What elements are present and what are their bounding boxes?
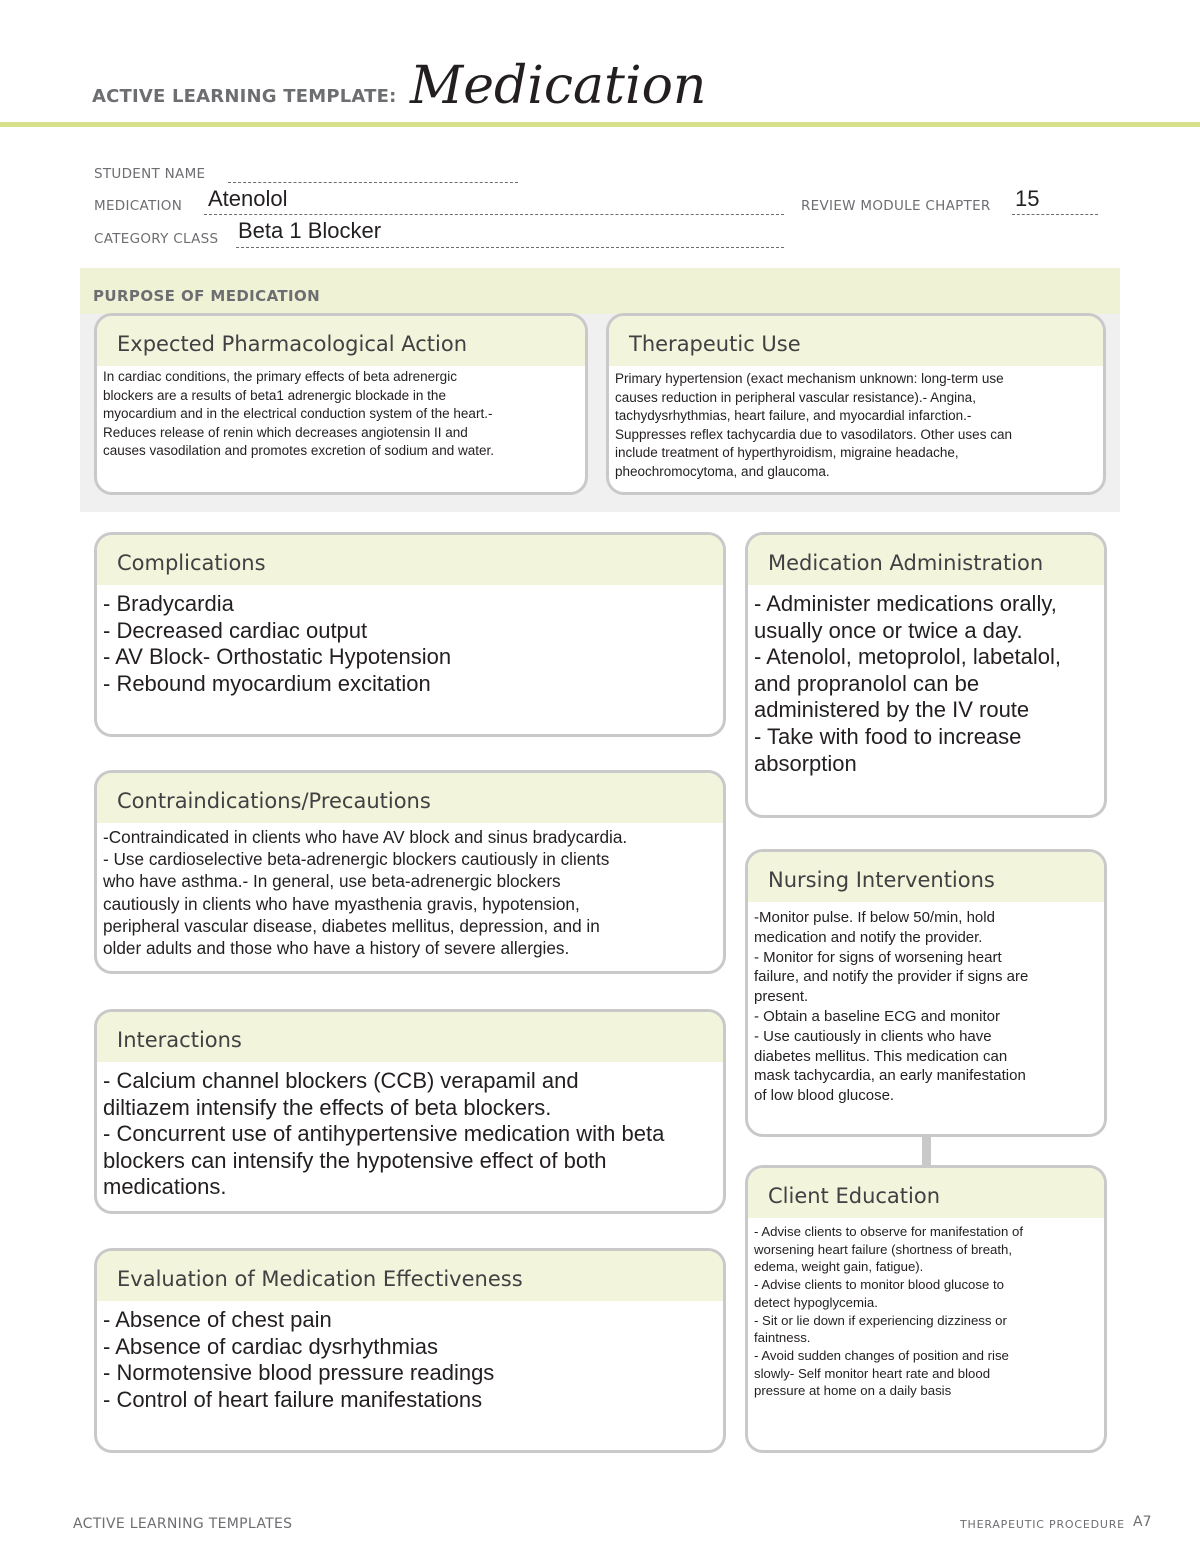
- header-rule: [0, 122, 1200, 127]
- contraindications-title: Contraindications/Precautions: [97, 773, 723, 823]
- review-module-label: REVIEW MODULE CHAPTER: [801, 198, 991, 214]
- medication-administration-card: [745, 532, 1107, 818]
- page-code: A7: [1133, 1514, 1152, 1530]
- client-education-title: Client Education: [748, 1168, 1104, 1218]
- page-title: Medication: [410, 56, 707, 116]
- client-education-card: [745, 1165, 1107, 1453]
- medication-label: MEDICATION: [94, 198, 183, 214]
- therapeutic-use-text[interactable]: Primary hypertension (exact mechanism unknown: long-term use causes reduction in peripheral vascular resistance).- Angina, tachydysrhythmias, heart failure, and myocardial infarction.- Suppresses reflex tachycardia due to vasodilators. Other uses can include treatment of hyperthyroidism, migraine headache, pheochromocytoma, and glaucoma.: [615, 371, 1012, 479]
- footer-right-label: THERAPEUTIC PROCEDURE: [960, 1518, 1125, 1531]
- nursing-interventions-title: Nursing Interventions: [748, 852, 1104, 902]
- therapeutic-use-card: [606, 313, 1106, 495]
- student-name-field[interactable]: [228, 168, 518, 183]
- nursing-interventions-card: [745, 849, 1107, 1137]
- interactions-text[interactable]: - Calcium channel blockers (CCB) verapamil and diltiazem intensify the effects of beta blockers. - Concurrent use of antihypertensive medication with beta blockers can intensify the hypotensive effect of both medications.: [103, 1068, 665, 1200]
- expected-action-text[interactable]: In cardiac conditions, the primary effects of beta adrenergic blockers are a results of beta1 adrenergic blockade in the myocardium and in the electrical conduction system of the heart.- Reduces release of renin which decreases angiotensin II and causes vasodilation and promotes excretion of sodium and water.: [103, 369, 494, 459]
- medication-administration-title: Medication Administration: [748, 535, 1104, 585]
- template-label: ACTIVE LEARNING TEMPLATE:: [92, 86, 397, 107]
- contraindications-card: [94, 770, 726, 974]
- interactions-card: [94, 1009, 726, 1214]
- evaluation-card: [94, 1248, 726, 1453]
- evaluation-title: Evaluation of Medication Effectiveness: [97, 1251, 723, 1301]
- expected-action-card: [94, 313, 588, 495]
- footer-left-label: ACTIVE LEARNING TEMPLATES: [73, 1516, 293, 1532]
- category-class-value: Beta 1 Blocker: [238, 218, 382, 243]
- evaluation-text[interactable]: - Absence of chest pain - Absence of cardiac dysrhythmias - Normotensive blood pressure readings - Control of heart failure manifestations: [103, 1307, 495, 1412]
- purpose-label: PURPOSE OF MEDICATION: [93, 287, 321, 305]
- complications-card: [94, 532, 726, 737]
- therapeutic-use-title: Therapeutic Use: [609, 316, 1103, 366]
- category-class-label: CATEGORY CLASS: [94, 231, 219, 247]
- complications-text[interactable]: - Bradycardia - Decreased cardiac output - AV Block- Orthostatic Hypotension - Rebound myocardium excitation: [103, 591, 452, 696]
- student-name-label: STUDENT NAME: [94, 166, 206, 182]
- complications-title: Complications: [97, 535, 723, 585]
- medication-field[interactable]: [204, 200, 784, 215]
- review-module-value: 15: [1015, 186, 1040, 211]
- medication-value: Atenolol: [208, 186, 288, 211]
- client-education-text[interactable]: - Advise clients to observe for manifestation of worsening heart failure (shortness of breath, edema, weight gain, fatigue). - Advise clients to monitor blood glucose to detect hypoglycemia. - Sit or lie down if experiencing dizziness or faintness. - Avoid sudden changes of position and rise slowly- Self monitor heart rate and blood pressure at home on a daily basis: [754, 1224, 1024, 1399]
- expected-action-title: Expected Pharmacological Action: [97, 316, 585, 366]
- nursing-interventions-text[interactable]: -Monitor pulse. If below 50/min, hold medication and notify the provider. - Monitor for signs of worsening heart failure, and notify the provider if signs are present. - Obtain a baseline ECG and monitor - Use cautiously in clients who have diabetes mellitus. This medication can mask tachycardia, an early manifestation of low blood glucose.: [754, 909, 1029, 1105]
- card-connector: [922, 1136, 931, 1166]
- medication-administration-text[interactable]: - Administer medications orally, usually once or twice a day. - Atenolol, metoprolol, labetalol, and propranolol can be administered by the IV route - Take with food to increase absorption: [754, 591, 1061, 776]
- interactions-title: Interactions: [97, 1012, 723, 1062]
- contraindications-text[interactable]: -Contraindicated in clients who have AV block and sinus bradycardia. - Use cardioselective beta-adrenergic blockers cautiously in clients who have asthma.- In general, use beta-adrenergic blockers cautiously in clients who have myasthenia gravis, hypotension, peripheral vascular disease, diabetes mellitus, depression, and in older adults and those who have a history of severe allergies.: [103, 827, 628, 959]
